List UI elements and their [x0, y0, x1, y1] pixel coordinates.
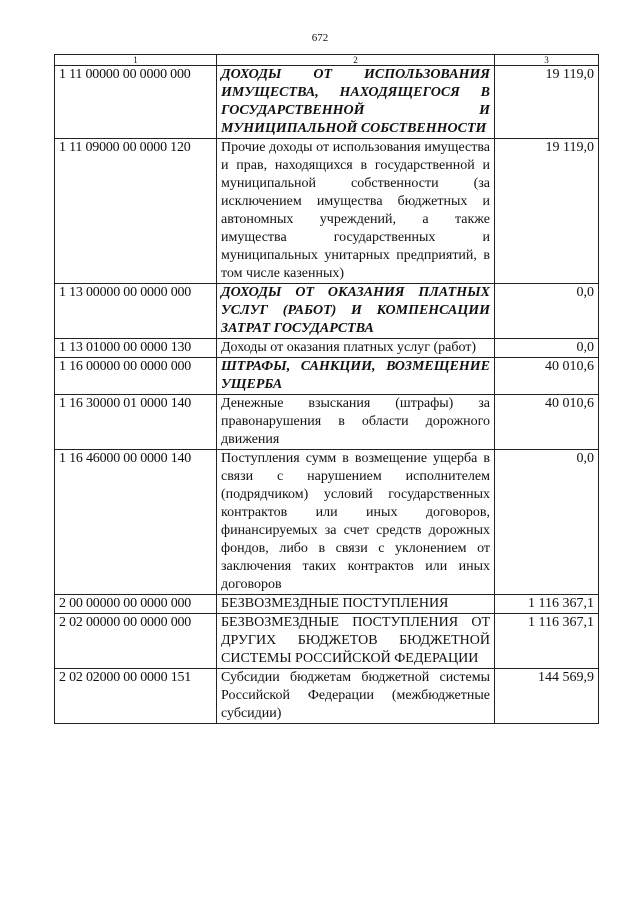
budget-code-cell: 1 11 00000 00 0000 000	[55, 66, 217, 139]
amount-cell: 40 010,6	[495, 358, 599, 395]
table-row	[55, 395, 599, 450]
table-row	[55, 614, 599, 669]
table-row	[55, 66, 599, 139]
budget-code-cell: 1 16 30000 01 0000 140	[55, 395, 217, 450]
amount-cell: 19 119,0	[495, 66, 599, 139]
budget-code-cell: 1 13 01000 00 0000 130	[55, 339, 217, 358]
budget-code-cell: 1 16 46000 00 0000 140	[55, 450, 217, 595]
column-header-2: 2	[217, 55, 495, 66]
budget-code-cell: 2 00 00000 00 0000 000	[55, 595, 217, 614]
amount-cell: 0,0	[495, 339, 599, 358]
amount-cell: 0,0	[495, 284, 599, 339]
amount-cell: 144 569,9	[495, 669, 599, 724]
description-cell: Прочие доходы от использования имущества и прав, находящихся в государственной и муниципальной собственности (за исключением имущества бюджетных и автономных учреждений, а также имущества государственных и муниципальных унитарных предприятий, в том числе казенных)	[217, 139, 495, 284]
table-row	[55, 284, 599, 339]
column-header-1: 1	[55, 55, 217, 66]
description-cell: ШТРАФЫ, САНКЦИИ, ВОЗМЕЩЕНИЕ УЩЕРБА	[217, 358, 495, 395]
budget-code-cell: 1 11 09000 00 0000 120	[55, 139, 217, 284]
budget-code-cell: 2 02 00000 00 0000 000	[55, 614, 217, 669]
description-cell: ДОХОДЫ ОТ ИСПОЛЬЗОВАНИЯ ИМУЩЕСТВА, НАХОДЯЩЕГОСЯ В ГОСУДАРСТВЕННОЙ И МУНИЦИПАЛЬНОЙ СОБСТВЕННОСТИ	[217, 66, 495, 139]
table-row	[55, 139, 599, 284]
budget-revenue-table	[54, 54, 599, 724]
amount-cell: 0,0	[495, 450, 599, 595]
column-number-row	[55, 55, 599, 66]
amount-cell: 1 116 367,1	[495, 595, 599, 614]
description-cell: ДОХОДЫ ОТ ОКАЗАНИЯ ПЛАТНЫХ УСЛУГ (РАБОТ) И КОМПЕНСАЦИИ ЗАТРАТ ГОСУДАРСТВА	[217, 284, 495, 339]
budget-code-cell: 2 02 02000 00 0000 151	[55, 669, 217, 724]
description-cell: Денежные взыскания (штрафы) за правонарушения в области дорожного движения	[217, 395, 495, 450]
description-cell: Поступления сумм в возмещение ущерба в связи с нарушением исполнителем (подрядчиком) условий государственных контрактов или иных договоров, финансируемых за счет средств дорожных фондов, либо в связи с уклонением от заключения таких контрактов или иных договоров	[217, 450, 495, 595]
amount-cell: 1 116 367,1	[495, 614, 599, 669]
table-row	[55, 358, 599, 395]
table-row	[55, 669, 599, 724]
description-cell: БЕЗВОЗМЕЗДНЫЕ ПОСТУПЛЕНИЯ ОТ ДРУГИХ БЮДЖЕТОВ БЮДЖЕТНОЙ СИСТЕМЫ РОССИЙСКОЙ ФЕДЕРАЦИИ	[217, 614, 495, 669]
amount-cell: 19 119,0	[495, 139, 599, 284]
table-body	[55, 66, 599, 724]
description-cell: Доходы от оказания платных услуг (работ)	[217, 339, 495, 358]
budget-code-cell: 1 16 00000 00 0000 000	[55, 358, 217, 395]
page-number: 672	[311, 32, 329, 44]
description-cell: Субсидии бюджетам бюджетной системы Российской Федерации (межбюджетные субсидии)	[217, 669, 495, 724]
table-row	[55, 339, 599, 358]
budget-code-cell: 1 13 00000 00 0000 000	[55, 284, 217, 339]
amount-cell: 40 010,6	[495, 395, 599, 450]
description-cell: БЕЗВОЗМЕЗДНЫЕ ПОСТУПЛЕНИЯ	[217, 595, 495, 614]
table-row	[55, 450, 599, 595]
table-row	[55, 595, 599, 614]
column-header-3: 3	[495, 55, 599, 66]
